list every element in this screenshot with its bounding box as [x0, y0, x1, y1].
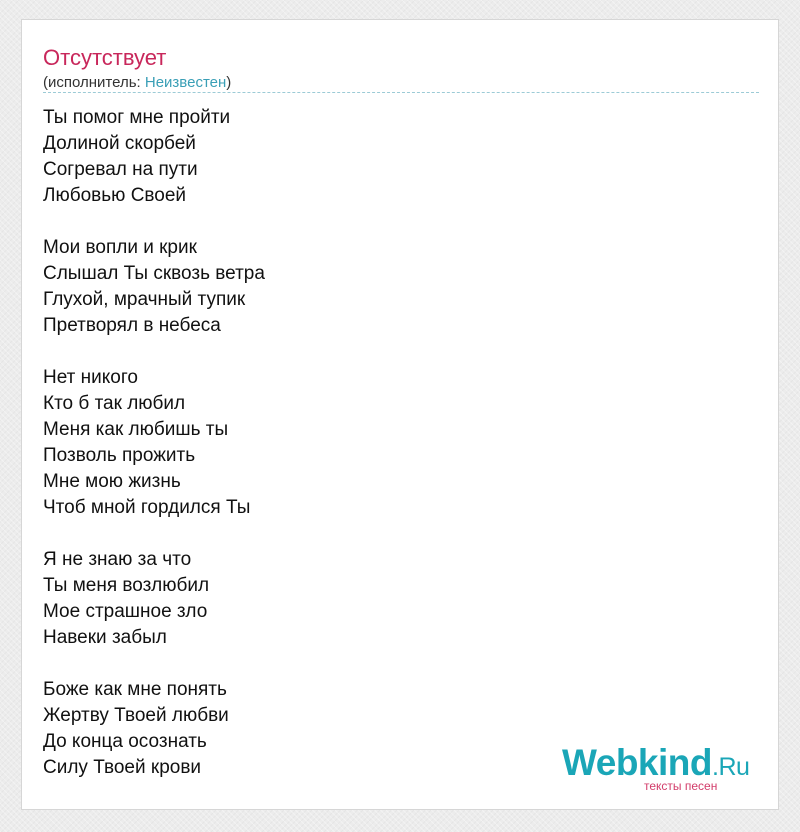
lyric-line: Меня как любишь ты: [43, 419, 229, 440]
lyric-line: Любовью Своей: [43, 185, 187, 206]
lyrics-text: [43, 105, 265, 781]
stanza-gap: [43, 521, 265, 547]
logo-subtitle: тексты песен: [644, 779, 718, 793]
lyric-line: Я не знаю за что: [43, 549, 192, 570]
stanza-gap: [43, 209, 265, 235]
lyric-line: Долиной скорбей: [43, 133, 196, 154]
song-title: Отсутствует: [43, 45, 167, 70]
lyric-line: Слышал Ты сквозь ветра: [43, 263, 265, 284]
webkind-logo[interactable]: [562, 741, 762, 796]
lyric-line: Позволь прожить: [43, 445, 196, 466]
logo-tld: .Ru: [712, 753, 750, 781]
lyric-line: Кто б так любил: [43, 393, 186, 414]
lyric-line: Согревал на пути: [43, 159, 198, 180]
lyrics-card: [21, 19, 779, 810]
lyric-line: Мои вопли и крик: [43, 237, 197, 258]
lyric-line: Ты помог мне пройти: [43, 107, 231, 128]
lyric-line: Нет никого: [43, 367, 138, 388]
lyric-line: Претворял в небеса: [43, 315, 221, 336]
artist-suffix: ): [226, 74, 232, 91]
lyric-line: Мне мою жизнь: [43, 471, 181, 492]
stanza-gap: [43, 651, 265, 677]
artist-line: [43, 73, 231, 93]
lyric-line: Навеки забыл: [43, 627, 167, 648]
artist-prefix: (исполнитель:: [43, 74, 145, 91]
lyric-line: До конца осознать: [43, 731, 207, 752]
lyric-line: Силу Твоей крови: [43, 757, 202, 778]
stanza-gap: [43, 339, 265, 365]
artist-link[interactable]: Неизвестен: [144, 74, 227, 91]
lyric-line: Мое страшное зло: [43, 601, 208, 622]
divider: [43, 92, 759, 93]
lyric-line: Ты меня возлюбил: [43, 575, 210, 596]
lyric-line: Боже как мне понять: [43, 679, 227, 700]
lyric-line: Глухой, мрачный тупик: [43, 289, 246, 310]
lyric-line: Чтоб мной гордился Ты: [43, 497, 251, 518]
lyric-line: Жертву Твоей любви: [43, 705, 229, 726]
logo-main-text: Webkind: [562, 742, 712, 783]
